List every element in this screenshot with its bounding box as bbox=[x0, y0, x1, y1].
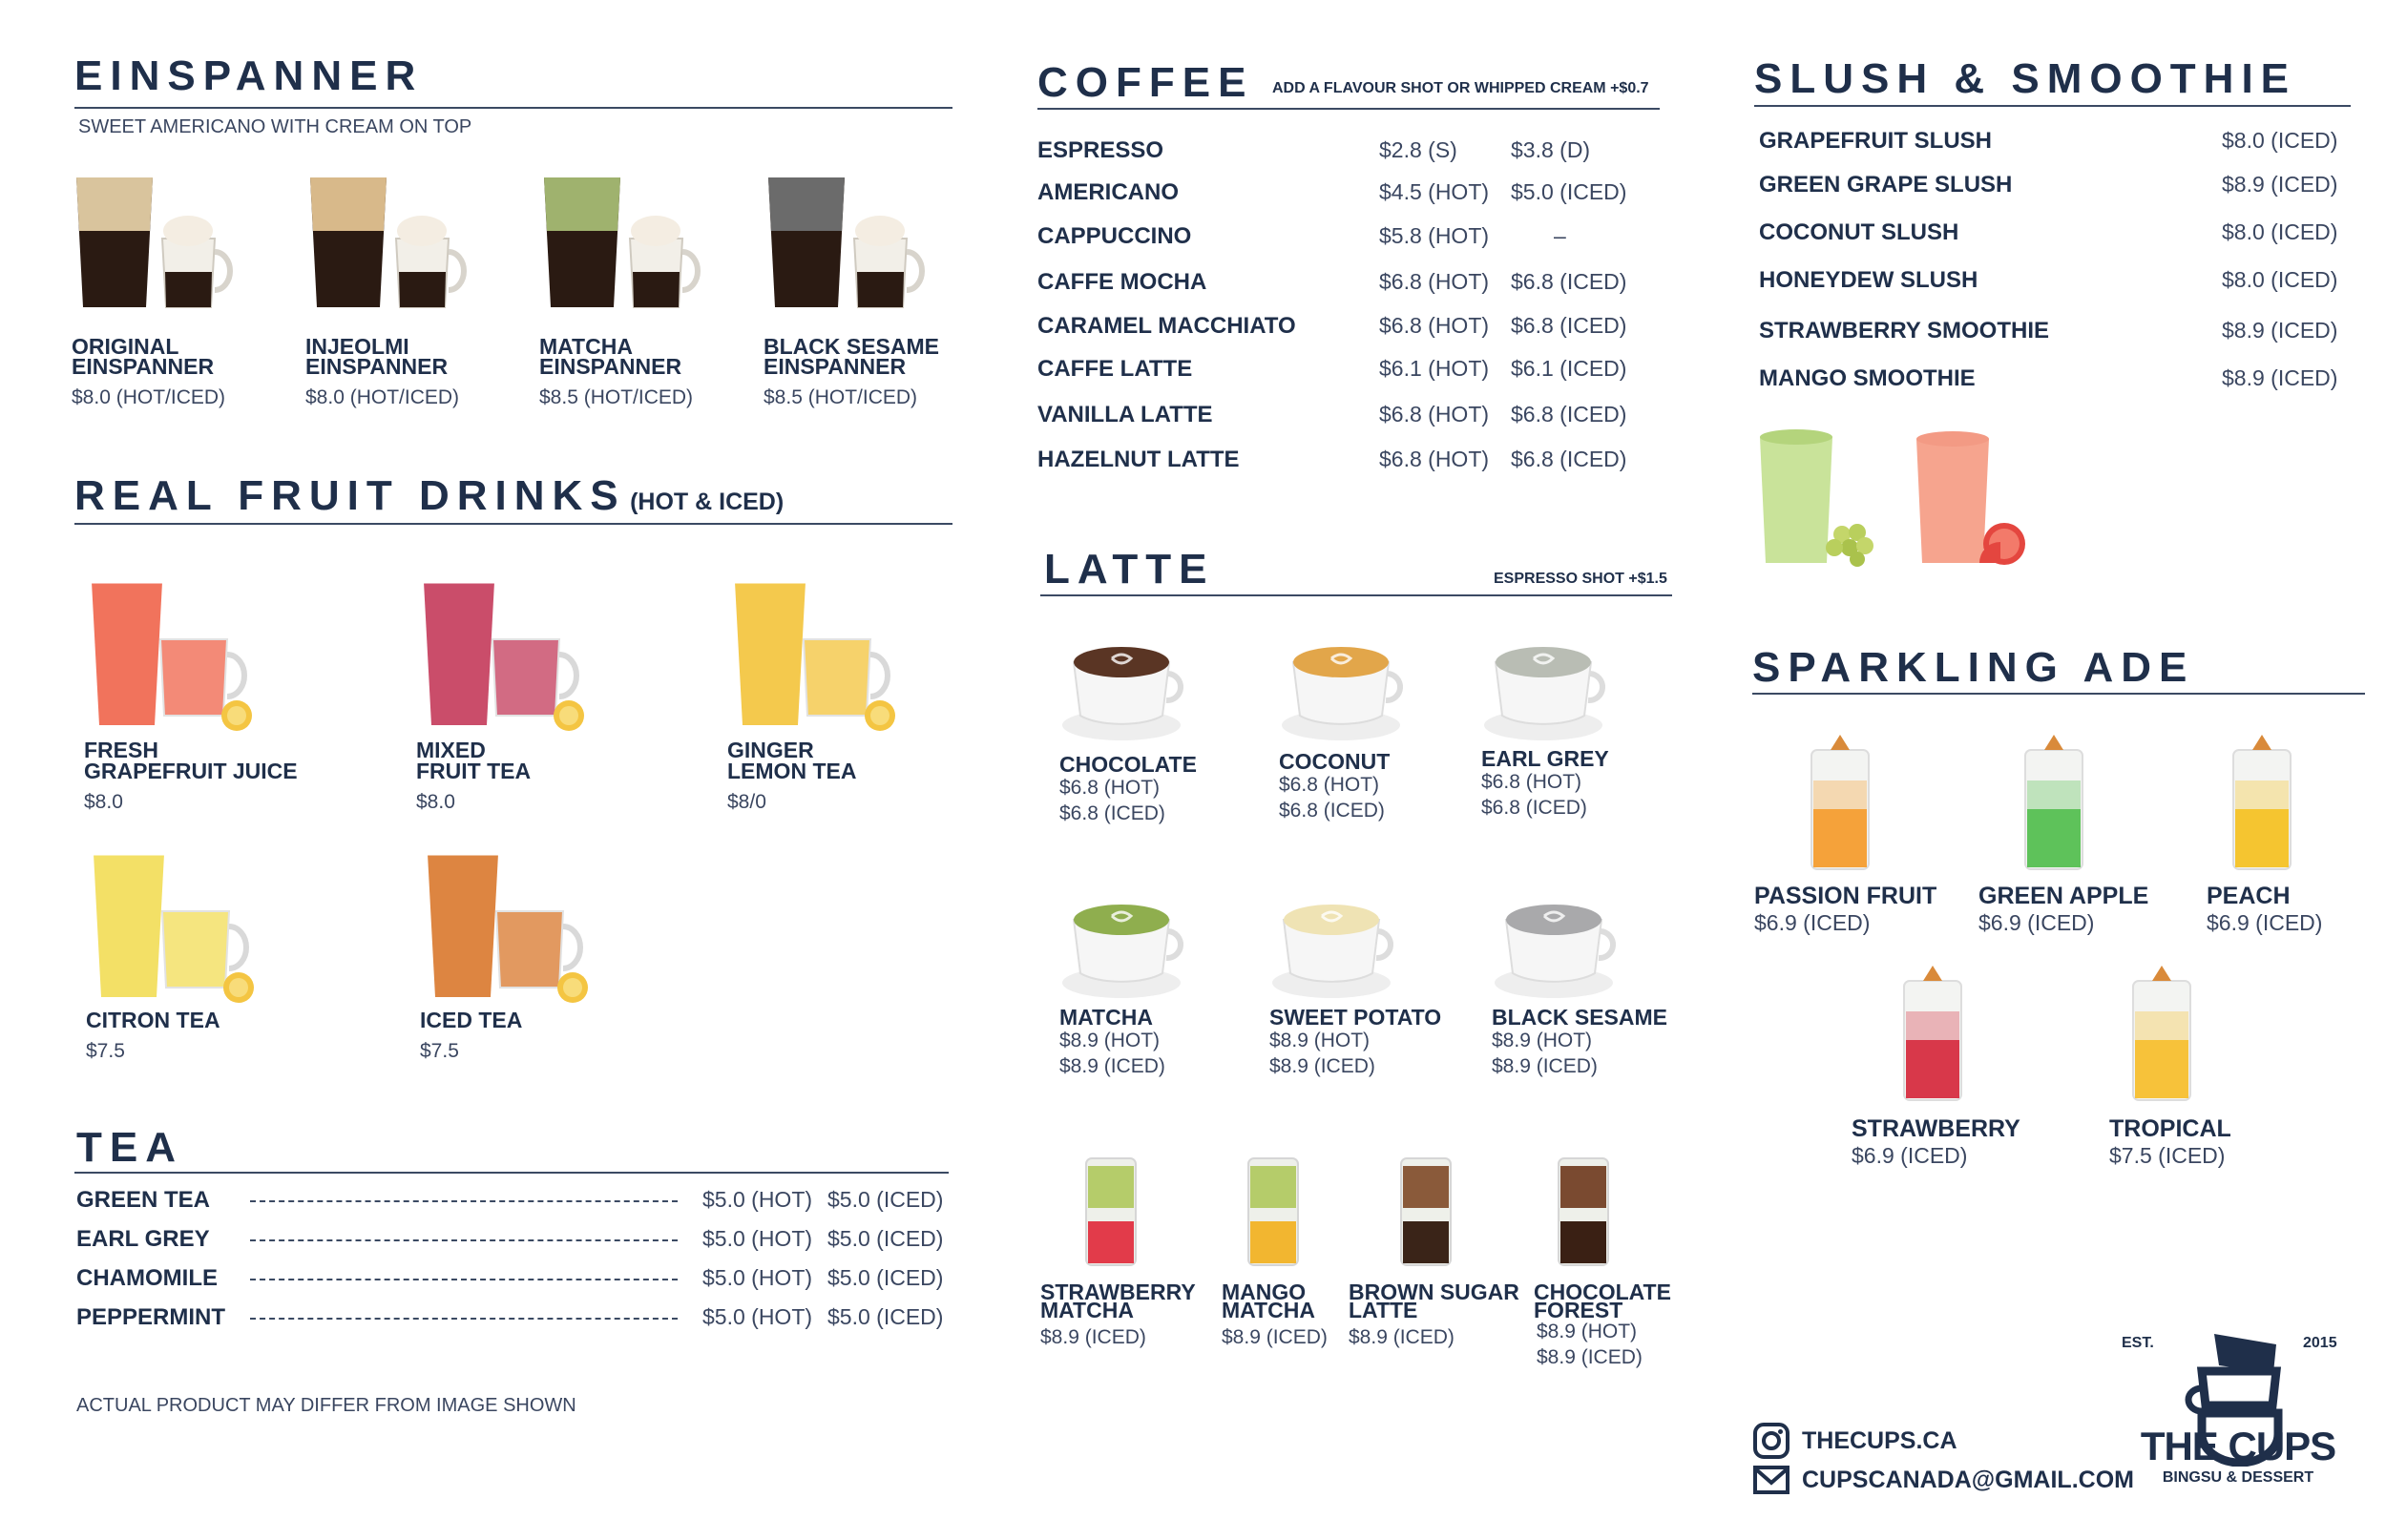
ade-glass-image bbox=[2016, 733, 2092, 876]
ade-name: STRAWBERRY bbox=[1852, 1115, 2020, 1142]
instagram-handle: THECUPS.CA bbox=[1802, 1426, 1957, 1454]
latte-name: CHOCOLATE bbox=[1059, 752, 1197, 777]
slush-name: GRAPEFRUIT SLUSH bbox=[1759, 128, 1993, 154]
latte-glass-name-line2: LATTE bbox=[1349, 1298, 1418, 1322]
coffee-price-2: $6.8 (ICED) bbox=[1511, 447, 1627, 471]
tea-price-hot: $5.0 (HOT) bbox=[702, 1226, 813, 1251]
einspanner-name: INJEOLMI bbox=[305, 334, 409, 359]
tea-price-iced: $5.0 (ICED) bbox=[827, 1226, 944, 1251]
latte-glass-price: $8.9 (HOT) bbox=[1537, 1321, 1638, 1342]
green-slush-cup bbox=[1760, 437, 1832, 563]
latte-price-hot: $6.8 (HOT) bbox=[1059, 777, 1161, 799]
fruit-name: GINGER bbox=[727, 738, 814, 762]
coffee-price-1: $6.8 (HOT) bbox=[1379, 447, 1490, 471]
fruit-drink-image bbox=[420, 835, 611, 1007]
grapefruit-slush-cup bbox=[1916, 439, 1989, 563]
latte-note: ESPRESSO SHOT +$1.5 bbox=[1494, 571, 1667, 587]
slush-title: SLUSH & SMOOTHIE bbox=[1754, 55, 2297, 102]
einspanner-subtitle: SWEET AMERICANO WITH CREAM ON TOP bbox=[78, 116, 472, 137]
fruit-name: ICED TEA bbox=[420, 1008, 523, 1032]
slush-price: $8.9 (ICED) bbox=[2222, 365, 2338, 390]
coffee-price-1: $6.1 (HOT) bbox=[1379, 356, 1490, 381]
ade-price: $6.9 (ICED) bbox=[2207, 910, 2323, 935]
latte-glass-price: $8.9 (ICED) bbox=[1349, 1326, 1455, 1348]
fruit-drink-image bbox=[86, 835, 277, 1007]
latte-glass-image bbox=[1241, 1153, 1308, 1272]
coffee-price-2: – bbox=[1554, 223, 1566, 248]
latte-glass-image bbox=[1551, 1153, 1618, 1272]
ade-glass-image bbox=[2124, 964, 2200, 1107]
ade-name: PEACH bbox=[2207, 883, 2291, 909]
email-address: CUPSCANADA@GMAIL.COM bbox=[1802, 1466, 2134, 1493]
ade-glass-image bbox=[2224, 733, 2300, 876]
latte-glass-name: MANGO bbox=[1222, 1280, 1307, 1304]
tea-rule bbox=[74, 1172, 949, 1174]
einspanner-name: MATCHA bbox=[539, 334, 633, 359]
slush-name: MANGO SMOOTHIE bbox=[1759, 365, 1976, 391]
latte-price-hot: $6.8 (HOT) bbox=[1481, 771, 1582, 793]
latte-glass-price-2: $8.9 (ICED) bbox=[1537, 1346, 1643, 1368]
fruit-drink-image bbox=[727, 563, 918, 735]
tea-name: EARL GREY bbox=[76, 1226, 210, 1252]
latte-glass-name: CHOCOLATE bbox=[1534, 1280, 1671, 1304]
tea-leader-dashes bbox=[250, 1239, 678, 1241]
einspanner-name-line2: EINSPANNER bbox=[764, 354, 907, 379]
tea-name: GREEN TEA bbox=[76, 1187, 211, 1213]
coffee-price-1: $6.8 (HOT) bbox=[1379, 313, 1490, 338]
brand-year: 2015 bbox=[2303, 1335, 2337, 1351]
latte-title: LATTE bbox=[1044, 546, 1215, 593]
fruit-name-line2: LEMON TEA bbox=[727, 759, 857, 783]
tea-price-iced: $5.0 (ICED) bbox=[827, 1265, 944, 1290]
tea-price-iced: $5.0 (ICED) bbox=[827, 1187, 944, 1212]
latte-cup-image bbox=[1059, 887, 1193, 1002]
coffee-name: HAZELNUT LATTE bbox=[1037, 447, 1240, 472]
latte-price-hot: $8.9 (HOT) bbox=[1059, 1030, 1161, 1051]
slush-price: $8.0 (ICED) bbox=[2222, 219, 2338, 244]
slush-images bbox=[1754, 420, 2060, 572]
latte-glass-price: $8.9 (ICED) bbox=[1040, 1326, 1146, 1348]
ade-price: $6.9 (ICED) bbox=[1978, 910, 2095, 935]
latte-rule bbox=[1040, 594, 1672, 596]
einspanner-drink-image bbox=[72, 172, 239, 315]
ade-name: TROPICAL bbox=[2109, 1115, 2231, 1142]
einspanner-name-line2: EINSPANNER bbox=[305, 354, 449, 379]
slush-cups-illustration bbox=[1754, 420, 2060, 572]
einspanner-price: $8.0 (HOT/ICED) bbox=[305, 386, 460, 408]
latte-glass-name-line2: MATCHA bbox=[1222, 1298, 1315, 1322]
latte-cup-image bbox=[1269, 887, 1403, 1002]
instagram-icon bbox=[1752, 1422, 1790, 1460]
slush-name: COCONUT SLUSH bbox=[1759, 219, 1959, 245]
latte-cup-image bbox=[1279, 630, 1413, 744]
instagram-contact[interactable] bbox=[1752, 1422, 1957, 1460]
fruit-price: $8.0 bbox=[84, 791, 123, 813]
ade-name: PASSION FRUIT bbox=[1754, 883, 1937, 909]
fruit-drink-image bbox=[416, 563, 607, 735]
einspanner-drink-image bbox=[305, 172, 472, 315]
ade-name: GREEN APPLE bbox=[1978, 883, 2149, 909]
einspanner-title: EINSPANNER bbox=[74, 52, 424, 99]
real-fruit-title: REAL FRUIT DRINKS bbox=[74, 472, 626, 519]
latte-price-hot: $6.8 (HOT) bbox=[1279, 774, 1380, 796]
einspanner-price: $8.0 (HOT/ICED) bbox=[72, 386, 226, 408]
latte-name: MATCHA bbox=[1059, 1005, 1153, 1030]
real-fruit-heading bbox=[74, 472, 784, 520]
coffee-name: CARAMEL MACCHIATO bbox=[1037, 313, 1296, 339]
latte-glass-name-line2: FOREST bbox=[1534, 1298, 1623, 1322]
coffee-price-2: $6.8 (ICED) bbox=[1511, 313, 1627, 338]
latte-name: BLACK SESAME bbox=[1492, 1005, 1668, 1030]
latte-glass-name-line2: MATCHA bbox=[1040, 1298, 1134, 1322]
ade-glass-image bbox=[1802, 733, 1878, 876]
coffee-rule bbox=[1037, 108, 1660, 110]
fruit-price: $7.5 bbox=[420, 1040, 459, 1062]
slush-price: $8.0 (ICED) bbox=[2222, 128, 2338, 153]
tea-leader-dashes bbox=[250, 1318, 678, 1320]
einspanner-drink-image bbox=[764, 172, 931, 315]
einspanner-name: BLACK SESAME bbox=[764, 334, 940, 359]
coffee-title: COFFEE bbox=[1037, 59, 1254, 106]
tea-price-hot: $5.0 (HOT) bbox=[702, 1187, 813, 1212]
grapes-icon bbox=[1826, 524, 1873, 567]
fruit-name: FRESH bbox=[84, 738, 158, 762]
latte-cup-image bbox=[1481, 630, 1615, 744]
latte-price-iced: $6.8 (ICED) bbox=[1279, 800, 1385, 822]
slush-price: $8.9 (ICED) bbox=[2222, 172, 2338, 197]
coffee-price-1: $4.5 (HOT) bbox=[1379, 179, 1490, 204]
coffee-price-2: $6.8 (ICED) bbox=[1511, 269, 1627, 294]
fruit-name: MIXED bbox=[416, 738, 486, 762]
coffee-name: ESPRESSO bbox=[1037, 137, 1164, 163]
tea-name: PEPPERMINT bbox=[76, 1304, 226, 1330]
latte-price-hot: $8.9 (HOT) bbox=[1269, 1030, 1371, 1051]
ade-price: $7.5 (ICED) bbox=[2109, 1143, 2226, 1168]
tea-price-hot: $5.0 (HOT) bbox=[702, 1265, 813, 1290]
ade-title: SPARKLING ADE bbox=[1752, 644, 2195, 691]
latte-price-iced: $8.9 (ICED) bbox=[1269, 1055, 1375, 1077]
fruit-drink-image bbox=[84, 563, 275, 735]
ade-glass-image bbox=[1894, 964, 1971, 1107]
email-contact[interactable] bbox=[1752, 1464, 2134, 1496]
slush-price: $8.9 (ICED) bbox=[2222, 318, 2338, 343]
latte-glass-price: $8.9 (ICED) bbox=[1222, 1326, 1328, 1348]
slush-price: $8.0 (ICED) bbox=[2222, 267, 2338, 292]
coffee-note: ADD A FLAVOUR SHOT OR WHIPPED CREAM +$0.7 bbox=[1272, 80, 1649, 96]
latte-glass-image bbox=[1078, 1153, 1145, 1272]
slush-name: GREEN GRAPE SLUSH bbox=[1759, 172, 2013, 198]
coffee-price-2: $5.0 (ICED) bbox=[1511, 179, 1627, 204]
einspanner-drink-image bbox=[539, 172, 706, 315]
latte-name: COCONUT bbox=[1279, 749, 1391, 774]
coffee-price-1: $2.8 (S) bbox=[1379, 137, 1457, 162]
tea-leader-dashes bbox=[250, 1279, 678, 1280]
brand-name: THE CUPS bbox=[2140, 1424, 2336, 1468]
brand-est: EST. bbox=[2122, 1335, 2154, 1351]
fruit-price: $8.0 bbox=[416, 791, 455, 813]
latte-price-hot: $8.9 (HOT) bbox=[1492, 1030, 1593, 1051]
real-fruit-rule bbox=[74, 523, 952, 525]
einspanner-name-line2: EINSPANNER bbox=[72, 354, 215, 379]
einspanner-price: $8.5 (HOT/ICED) bbox=[764, 386, 918, 408]
disclaimer: ACTUAL PRODUCT MAY DIFFER FROM IMAGE SHOWN bbox=[76, 1395, 576, 1416]
tea-leader-dashes bbox=[250, 1200, 678, 1202]
ade-rule bbox=[1752, 693, 2365, 695]
real-fruit-suffix: (HOT & ICED) bbox=[630, 489, 785, 515]
coffee-name: CAPPUCCINO bbox=[1037, 223, 1192, 249]
einspanner-name: ORIGINAL bbox=[72, 334, 179, 359]
fruit-price: $7.5 bbox=[86, 1040, 125, 1062]
fruit-name: CITRON TEA bbox=[86, 1008, 220, 1032]
tea-price-hot: $5.0 (HOT) bbox=[702, 1304, 813, 1329]
latte-price-iced: $6.8 (ICED) bbox=[1059, 802, 1165, 824]
einspanner-price: $8.5 (HOT/ICED) bbox=[539, 386, 694, 408]
coffee-price-2: $6.1 (ICED) bbox=[1511, 356, 1627, 381]
slush-name: HONEYDEW SLUSH bbox=[1759, 267, 1978, 293]
ade-price: $6.9 (ICED) bbox=[1754, 910, 1871, 935]
slush-name: STRAWBERRY SMOOTHIE bbox=[1759, 318, 2050, 343]
latte-name: EARL GREY bbox=[1481, 746, 1609, 771]
tea-title: TEA bbox=[76, 1124, 183, 1171]
coffee-name: VANILLA LATTE bbox=[1037, 402, 1213, 427]
latte-cup-image bbox=[1059, 630, 1193, 744]
latte-glass-image bbox=[1393, 1153, 1460, 1272]
mail-icon bbox=[1752, 1464, 1790, 1496]
einspanner-rule bbox=[74, 107, 952, 109]
latte-price-iced: $8.9 (ICED) bbox=[1059, 1055, 1165, 1077]
coffee-name: AMERICANO bbox=[1037, 179, 1179, 205]
brand-tagline: BINGSU & DESSERT bbox=[2162, 1469, 2314, 1486]
coffee-price-2: $6.8 (ICED) bbox=[1511, 402, 1627, 427]
coffee-price-1: $6.8 (HOT) bbox=[1379, 269, 1490, 294]
latte-glass-name: BROWN SUGAR bbox=[1349, 1280, 1519, 1304]
coffee-price-1: $6.8 (HOT) bbox=[1379, 402, 1490, 427]
coffee-price-1: $5.8 (HOT) bbox=[1379, 223, 1490, 248]
ade-price: $6.9 (ICED) bbox=[1852, 1143, 1968, 1168]
fruit-name-line2: GRAPEFRUIT JUICE bbox=[84, 759, 298, 783]
coffee-name: CAFFE MOCHA bbox=[1037, 269, 1207, 295]
coffee-price-2: $3.8 (D) bbox=[1511, 137, 1591, 162]
fruit-name-line2: FRUIT TEA bbox=[416, 759, 532, 783]
coffee-name: CAFFE LATTE bbox=[1037, 356, 1193, 382]
latte-price-iced: $8.9 (ICED) bbox=[1492, 1055, 1598, 1077]
slush-rule bbox=[1754, 105, 2351, 107]
tea-price-iced: $5.0 (ICED) bbox=[827, 1304, 944, 1329]
latte-cup-image bbox=[1492, 887, 1625, 1002]
grapefruit-icon bbox=[1979, 523, 2025, 565]
latte-glass-name: STRAWBERRY bbox=[1040, 1280, 1196, 1304]
latte-name: SWEET POTATO bbox=[1269, 1005, 1442, 1030]
tea-name: CHAMOMILE bbox=[76, 1265, 218, 1291]
latte-price-iced: $6.8 (ICED) bbox=[1481, 797, 1587, 819]
fruit-price: $8/0 bbox=[727, 791, 766, 813]
einspanner-name-line2: EINSPANNER bbox=[539, 354, 682, 379]
